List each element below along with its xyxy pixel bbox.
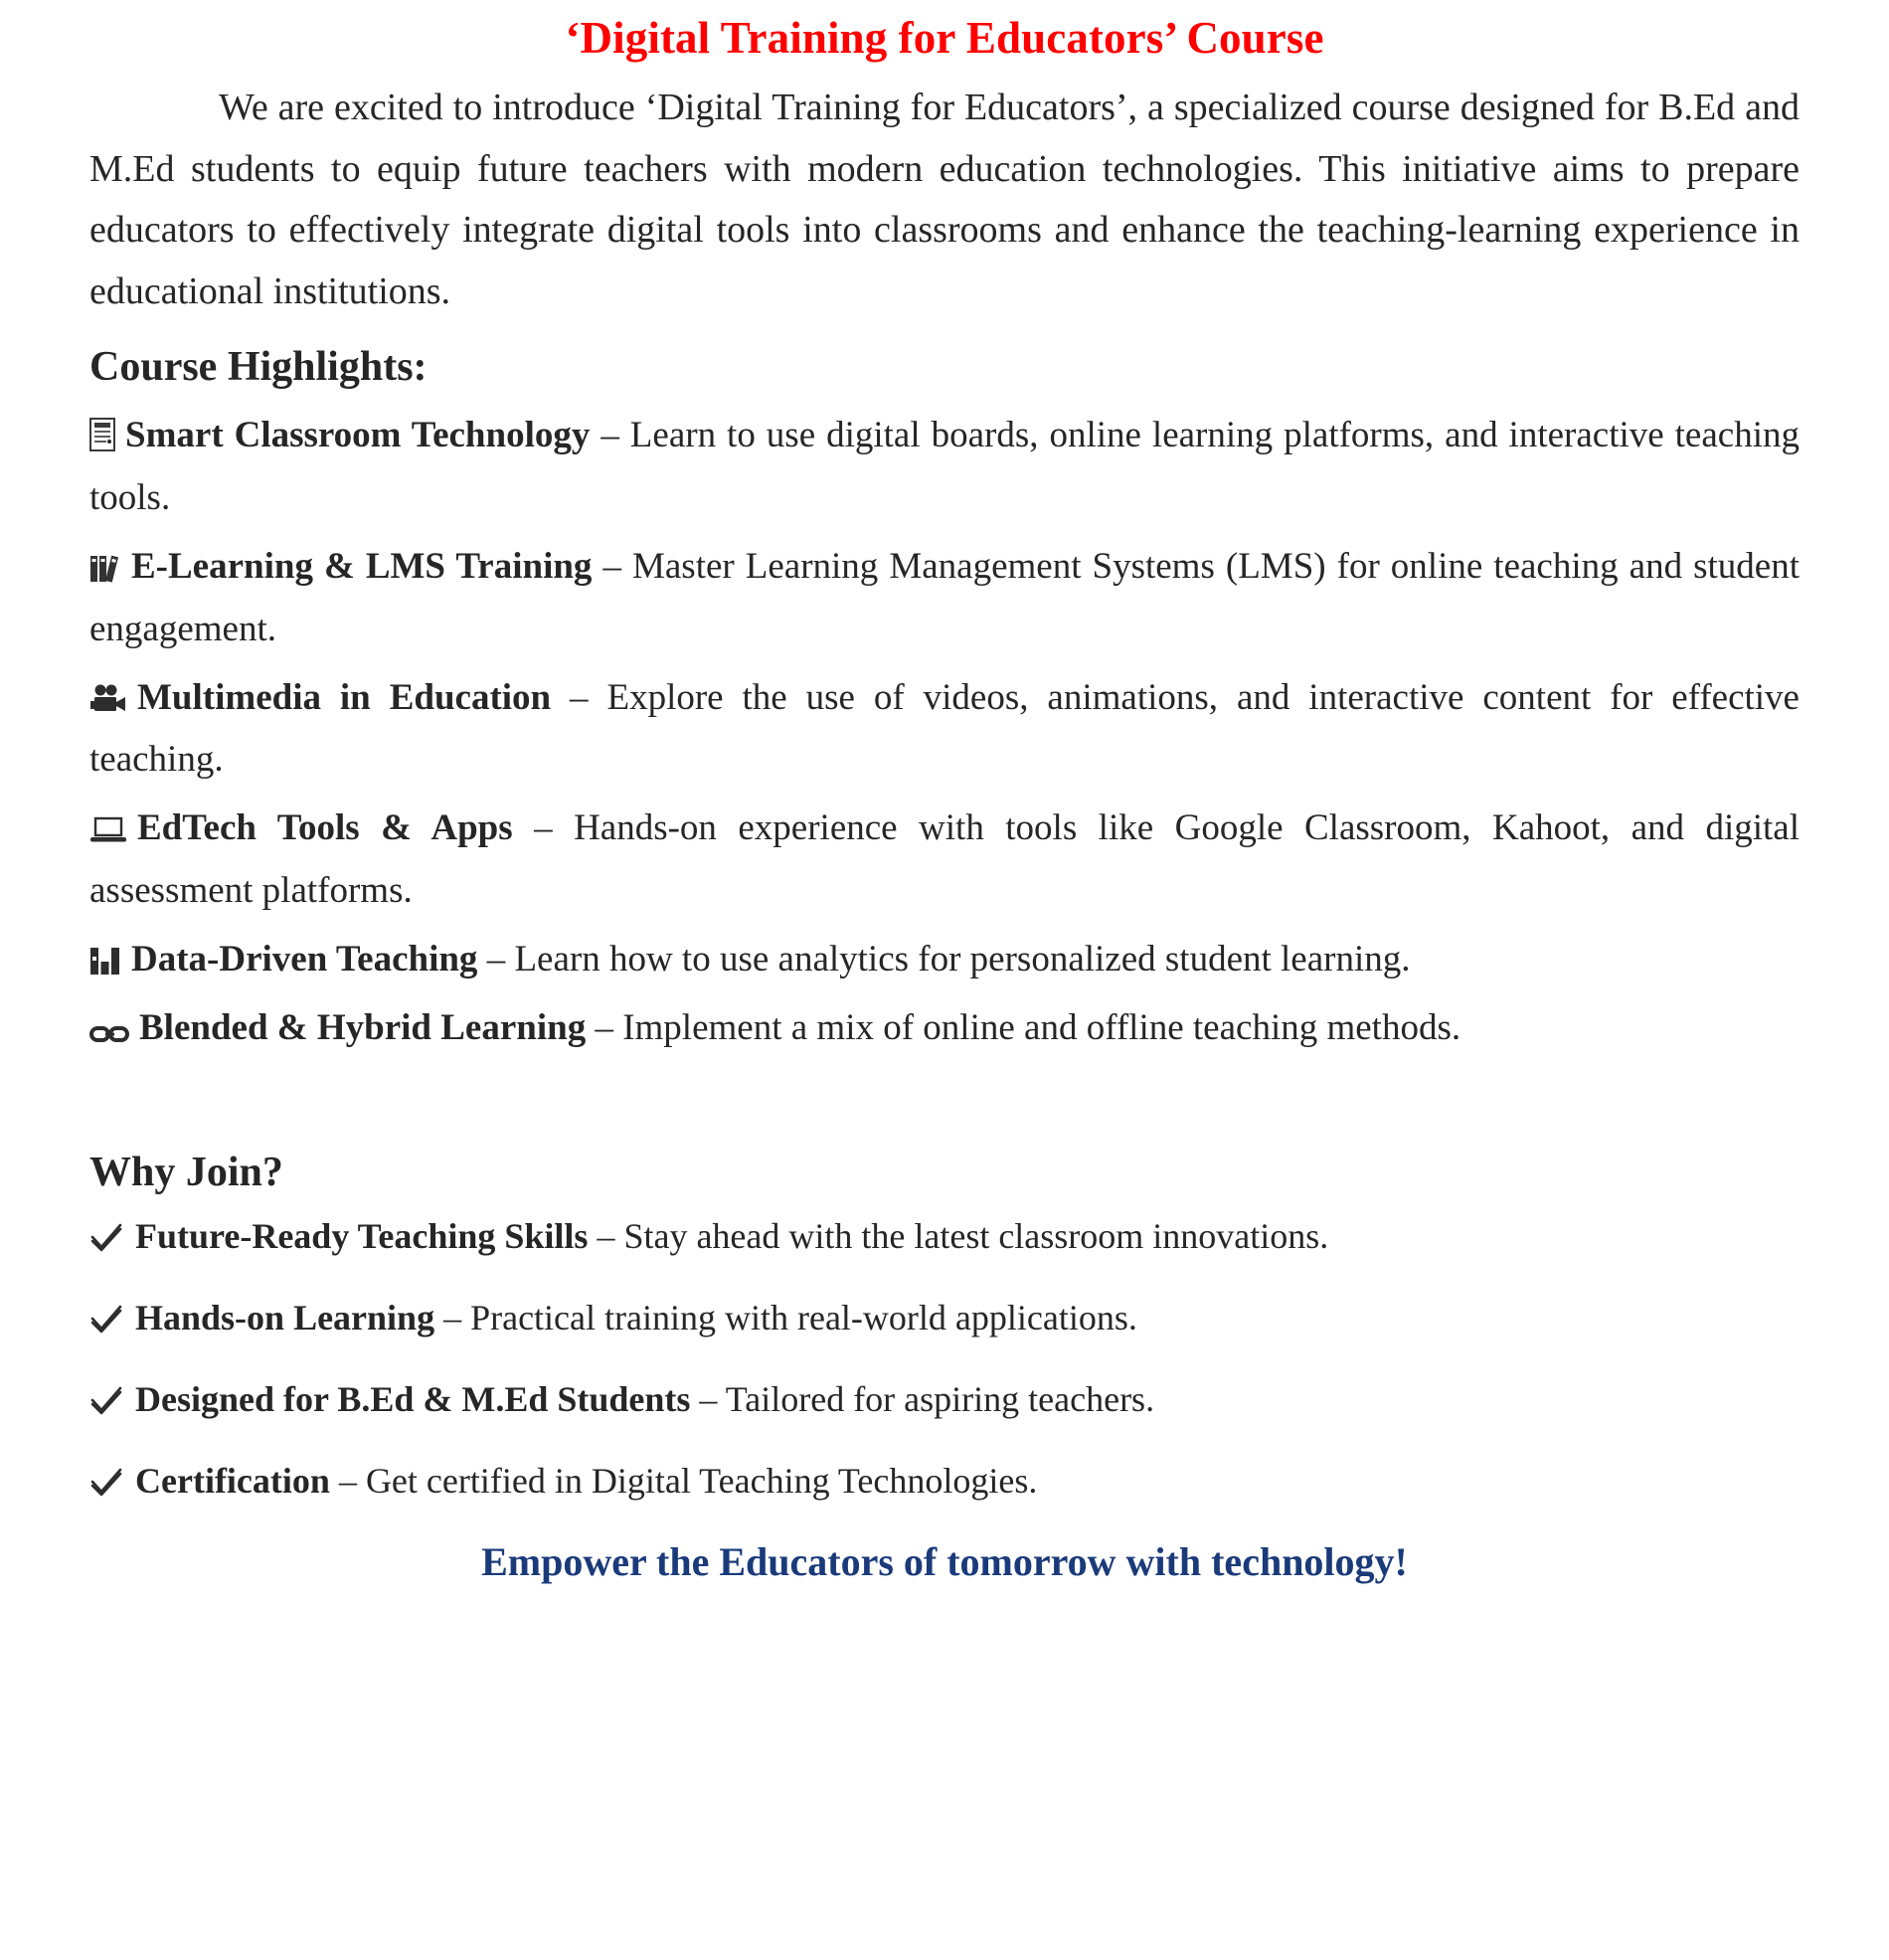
highlight-item-body: – Master Learning Management Systems (LMS) for online teaching and student engagement. (89, 545, 1800, 649)
why-join-item-body: – Get certified in Digital Teaching Technologies. (329, 1461, 1038, 1502)
highlight-item (89, 798, 1800, 923)
check-mark-icon (89, 1459, 123, 1511)
highlight-item-body: – Explore the use of videos, animations, and interactive content for effective teaching. (89, 676, 1800, 781)
highlight-item (89, 667, 1800, 793)
highlight-item-lead: E-Learning & LMS Training (131, 545, 593, 587)
highlight-item-lead: Blended & Hybrid Learning (139, 1007, 587, 1049)
highlight-item-body: – Implement a mix of online and offline teaching methods. (586, 1007, 1461, 1049)
highlight-item-body: – Learn to use digital boards, online learning platforms, and interactive teaching tools. (89, 415, 1800, 518)
why-join-item-lead: Hands-on Learning (135, 1297, 435, 1337)
page-document-icon (89, 418, 115, 451)
why-join-item-body: – Stay ahead with the latest classroom innovations. (588, 1215, 1329, 1256)
why-join-item-lead: Designed for B.Ed & M.Ed Students (135, 1378, 691, 1419)
highlight-item-body: – Hands-on experience with tools like Google Classroom, Kahoot, and digital assessment platforms. (89, 807, 1801, 912)
check-mark-icon (89, 1214, 123, 1266)
why-join-item-lead: Future-Ready Teaching Skills (135, 1215, 589, 1256)
course-highlights-heading: Course Highlights: (89, 344, 428, 391)
books-icon (89, 553, 121, 583)
why-join-item-body: – Tailored for aspiring teachers. (690, 1378, 1155, 1419)
highlight-item-lead: Smart Classroom Technology (125, 415, 591, 456)
highlight-item (89, 997, 1800, 1060)
why-join-item (89, 1373, 1800, 1429)
why-join-item (89, 1455, 1800, 1511)
link-chain-icon (89, 1024, 129, 1044)
why-join-item-lead: Certification (135, 1461, 330, 1502)
section-spacer (89, 1066, 1800, 1128)
highlight-item-lead: Data-Driven Teaching (131, 939, 478, 980)
footer-tagline: Empower the Educators of tomorrow with technology! (481, 1539, 1408, 1585)
movie-camera-icon (89, 684, 127, 714)
bar-chart-icon (89, 946, 121, 976)
why-join-item (89, 1210, 1800, 1266)
why-join-item-body: – Practical training with real-world applications. (434, 1297, 1137, 1337)
highlight-item (89, 405, 1800, 530)
highlight-item (89, 929, 1800, 991)
check-mark-icon (89, 1377, 123, 1429)
check-mark-icon (89, 1296, 123, 1347)
intro-paragraph: We are excited to introduce ‘Digital Training for Educators’, a specialized course designed for B.Ed and M.Ed students to equip future teachers with modern education technologies. This initiative aims to prepare educators to effectively integrate digital tools into classrooms and enhance the teaching-learning experience in educational institutions. (89, 87, 1800, 312)
highlight-item-lead: EdTech Tools & Apps (137, 807, 513, 849)
why-join-heading: Why Join? (89, 1149, 283, 1195)
highlight-item (89, 536, 1800, 661)
why-join-item (89, 1292, 1800, 1347)
laptop-icon (89, 816, 127, 844)
document-page (0, 10, 1889, 1960)
page-title: ‘Digital Training for Educators’ Course (565, 13, 1324, 63)
highlight-item-body: – Learn how to use analytics for personalized student learning. (477, 939, 1411, 980)
highlight-item-lead: Multimedia in Education (137, 676, 552, 718)
